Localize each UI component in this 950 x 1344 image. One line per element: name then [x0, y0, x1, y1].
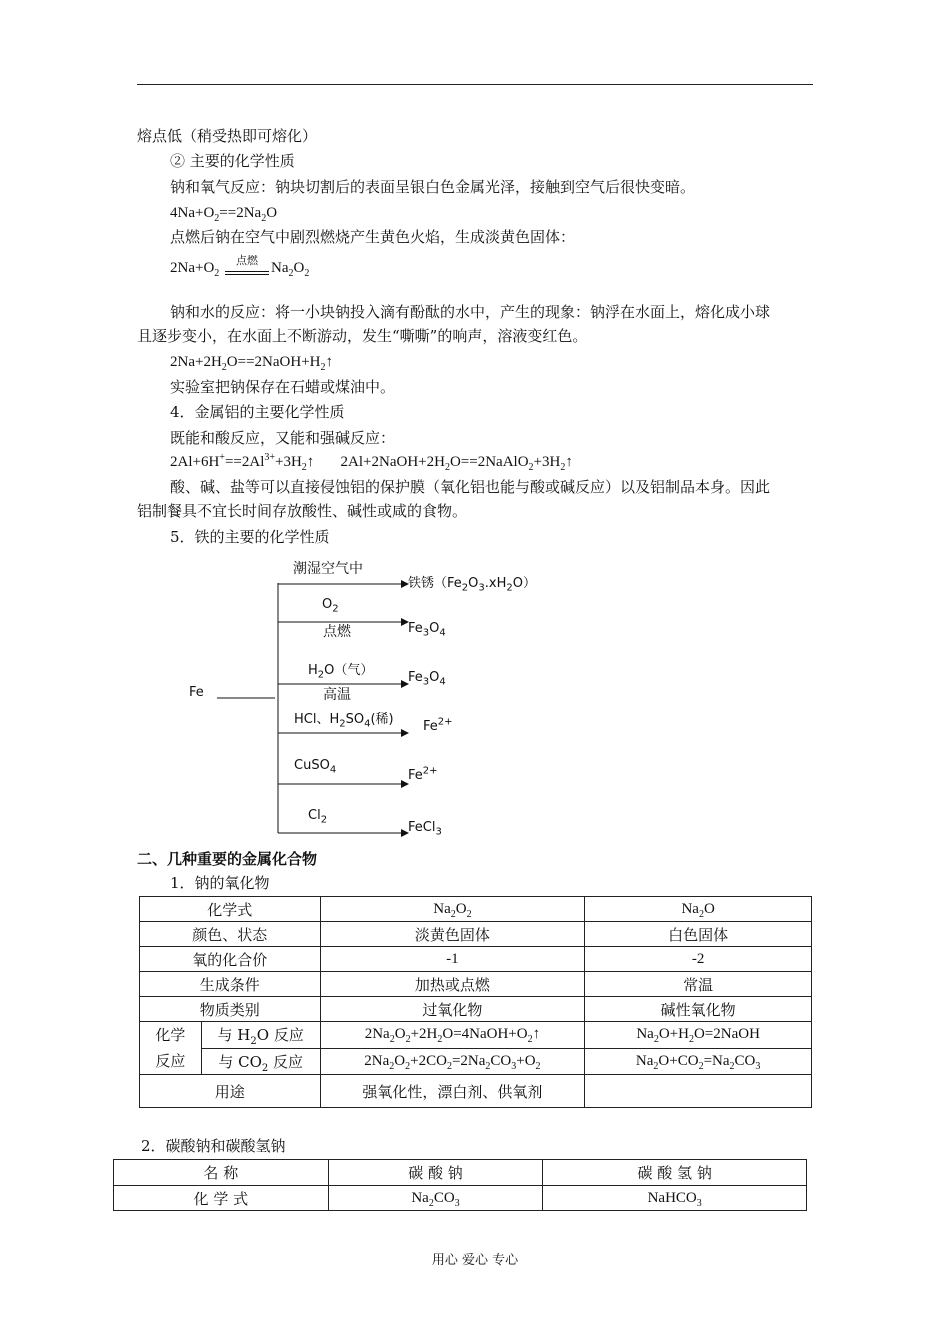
paragraph: 钠和氧气反应：钠块切割后的表面呈银白色金属光泽，接触到空气后很快变暗。 — [170, 178, 696, 196]
paragraph: 熔点低（稍受热即可熔化） — [137, 127, 318, 145]
paragraph: 钠和水的反应：将一小块钠投入滴有酚酞的水中，产生的现象：钠浮在水面上，熔化成小球 — [170, 303, 771, 321]
condition-label: 潮湿空气中 — [293, 561, 363, 577]
page-footer: 用心 爱心 专心 — [431, 1253, 519, 1268]
equation: $2Na+O_2$ 点燃 $Na_2O_2$ — [170, 258, 309, 279]
product-label: $Fe_3O_4$ — [408, 621, 446, 639]
table-row: 物质类别 过氧化物 碱性氧化物 — [140, 997, 812, 1022]
paragraph: 点燃后钠在空气中剧烈燃烧产生黄色火焰，生成淡黄色固体： — [170, 228, 576, 246]
equation: $4Na+O_2==2Na_2O$ — [170, 205, 278, 224]
fe-label: Fe — [189, 685, 204, 700]
paragraph: 且逐步变小，在水面上不断游动，发生“嘶嘶”的响声，溶液变红色。 — [137, 327, 588, 345]
product-label: FeCl$_3$ — [408, 820, 442, 838]
product-label: 铁锈$(Fe_2O_3.xH_2O)$ — [408, 576, 536, 594]
diagram-lines — [180, 555, 600, 845]
equation: $2Al+6H^+==2Al^{3+}+3H_2↑$ $2Al+2NaOH+2H_2O==2NaAlO_2+3H_2↑$ — [170, 452, 573, 473]
paragraph: ② 主要的化学性质 — [170, 152, 295, 170]
condition-label: HCl、$H_2SO_4$(稀) — [294, 712, 394, 730]
table-row: 用途 强氧化性，漂白剂、供氧剂 — [140, 1075, 812, 1108]
sodium-oxides-table — [139, 896, 812, 1108]
reaction-condition: 点燃 — [223, 251, 271, 271]
carbonates-table — [113, 1159, 807, 1211]
condition-label: 高温 — [323, 687, 351, 703]
condition-label: $H_2O$（气） — [308, 663, 374, 681]
table-row: 化学 反应 与 $H_2O$ 反应 $2Na_2O_2+2H_2O=4NaOH+O_2↑$ $Na_2O+H_2O=2NaOH$ — [140, 1022, 812, 1049]
subsection-heading: 2．碳酸钠和碳酸氢钠 — [141, 1137, 286, 1155]
subsection-heading: 1．钠的氧化物 — [170, 874, 270, 892]
equation: $2Na+2H_2O==2NaOH+H_2↑$ — [170, 354, 333, 373]
product-label: $Fe^{2+}$ — [408, 765, 438, 783]
condition-label: $O_2$ — [322, 597, 339, 615]
paragraph: 既能和酸反应，又能和强碱反应： — [170, 429, 396, 447]
table-row: 名 称 碳 酸 钠 碳 酸 氢 钠 — [114, 1160, 807, 1186]
header-rule — [137, 84, 813, 85]
paragraph: 实验室把钠保存在石蜡或煤油中。 — [170, 378, 396, 396]
condition-label: CuSO$_4$ — [294, 758, 337, 776]
paragraph: 酸、碱、盐等可以直接侵蚀铝的保护膜（氧化铝也能与酸或碱反应）以及铝制品本身。因此 — [170, 478, 771, 496]
table-row: 生成条件 加热或点燃 常温 — [140, 972, 812, 997]
table-row: 颜色、状态 淡黄色固体 白色固体 — [140, 922, 812, 947]
paragraph: 4．金属铝的主要化学性质 — [170, 403, 345, 421]
paragraph: 5．铁的主要的化学性质 — [170, 528, 330, 546]
condition-label: 点燃 — [323, 624, 351, 640]
table-row: 氧的化合价 -1 -2 — [140, 947, 812, 972]
iron-reaction-diagram — [180, 555, 600, 845]
product-label: $Fe^{2+}$ — [423, 716, 453, 734]
table-row: 化学式 $Na_2O_2$ $Na_2O$ — [140, 897, 812, 922]
product-label: $Fe_3O_4$ — [408, 670, 446, 688]
table-row: 与 $CO_2$ 反应 $2Na_2O_2+2CO_2=2Na_2CO_3+O_2$ $Na_2O+CO_2=Na_2CO_3$ — [140, 1048, 812, 1075]
paragraph: 铝制餐具不宜长时间存放酸性、碱性或咸的食物。 — [137, 502, 468, 520]
section-heading: 二、几种重要的金属化合物 — [137, 850, 318, 868]
condition-label: $Cl_2$ — [308, 808, 328, 826]
table-row: 化 学 式 $Na_2CO_3$ NaHCO$_3$ — [114, 1186, 807, 1211]
